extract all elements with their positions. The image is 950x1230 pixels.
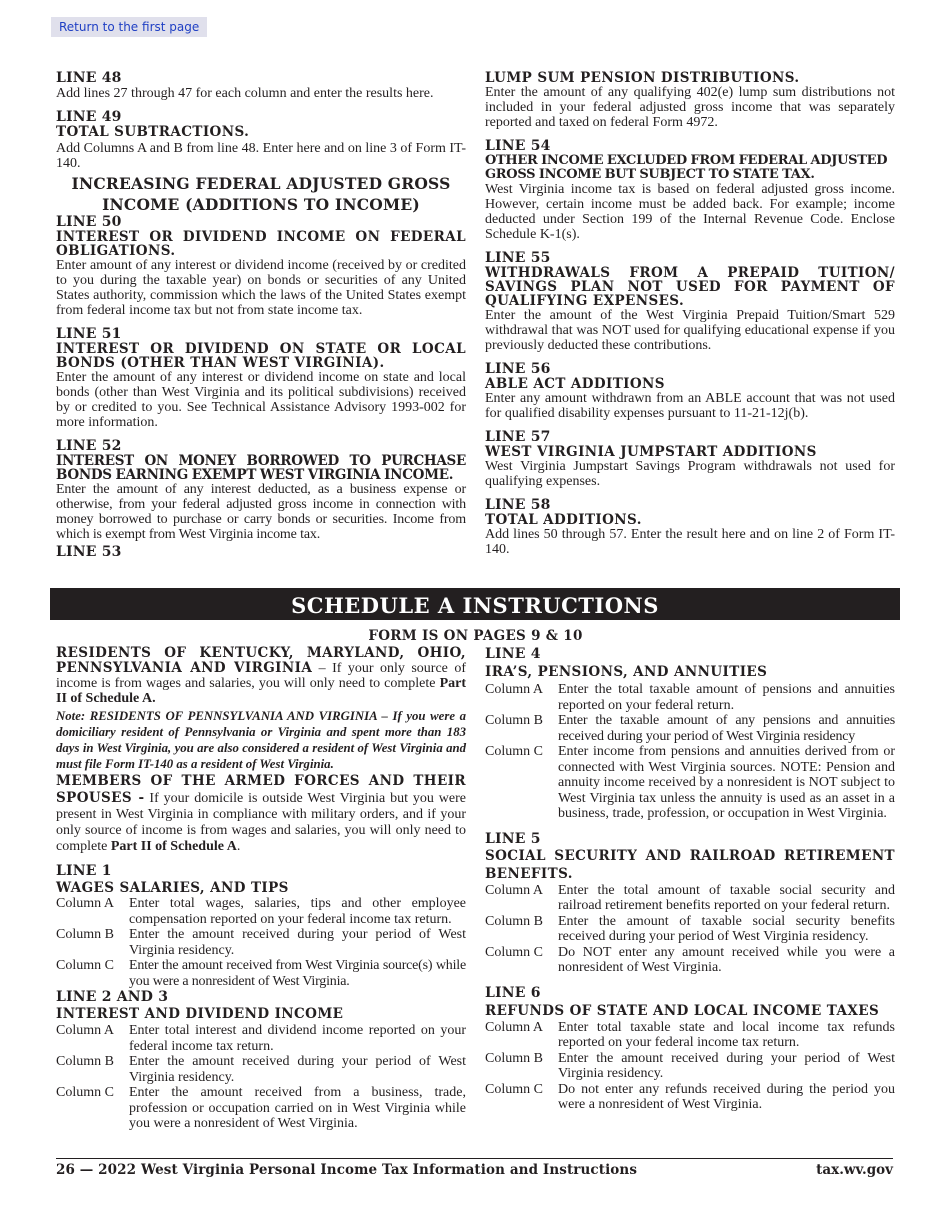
column-b-label: Column B <box>485 1050 543 1066</box>
armed-forces-lead: MEMBERS OF THE ARMED FORCES AND THEIR SPOUSES - <box>56 773 466 806</box>
line-48-heading: LINE 48 <box>56 70 122 86</box>
column-c-text: Enter the amount received from a business, trade, profession or occupation carried on in West Virginia while you were a nonresident of West Virginia. <box>129 1085 466 1131</box>
bottom-right-column <box>485 646 895 1122</box>
column-c-label: Column C <box>485 944 543 960</box>
column-a-text: Enter the total taxable amount of pensions and annuities reported on your federal return. <box>558 682 895 713</box>
line-51-title: INTEREST OR DIVIDEND ON STATE OR LOCAL BONDS (OTHER THAN WEST VIRGINIA). <box>56 341 466 371</box>
line-58-title: TOTAL ADDITIONS. <box>485 512 642 528</box>
line-2-3-section <box>56 989 466 1132</box>
additions-section-heading <box>56 173 466 215</box>
line-53-title: LUMP SUM PENSION DISTRIBUTIONS. <box>485 70 800 86</box>
line-6-heading: LINE 6 <box>485 984 541 1001</box>
line-57-heading: LINE 57 <box>485 429 551 445</box>
line-5-section <box>485 831 895 976</box>
line-1-title: WAGES SALARIES, AND TIPS <box>56 880 289 896</box>
column-b-text: Enter the amount received during your period of West Virginia residency. <box>558 1050 895 1081</box>
line-49-title: TOTAL SUBTRACTIONS. <box>56 124 250 140</box>
column-a-label: Column A <box>56 1023 114 1038</box>
line-54-title: OTHER INCOME EXCLUDED FROM FEDERAL ADJUSTED GROSS INCOME BUT SUBJECT TO STATE TAX. <box>485 153 888 182</box>
line-1-column-a <box>56 896 466 927</box>
line-50-title: INTEREST OR DIVIDEND INCOME ON FEDERAL OBLIGATIONS. <box>56 229 466 259</box>
line-50-heading: LINE 50 <box>56 214 122 230</box>
line-55-body: Enter the amount of the West Virginia Prepaid Tuition/Smart 529 withdrawal that was NOT used for qualifying educational expense if you previously deducted these contributions. <box>485 308 895 353</box>
line-4-heading: LINE 4 <box>485 646 541 662</box>
line-50-body: Enter amount of any interest or dividend income (received by or credited to you during the taxable year) on bonds or securities of any United States authority, commission which the laws of the United States exempt from federal income tax but not from state income tax. <box>56 258 466 318</box>
armed-forces-part-ref: Part II of Schedule A <box>110 839 237 854</box>
column-a-text: Enter total taxable state and local income tax refunds reported on your federal income tax return. <box>558 1019 895 1050</box>
line-58-body: Add lines 50 through 57. Enter the result here and on line 2 of Form IT-140. <box>485 527 895 557</box>
line-51-heading: LINE 51 <box>56 326 122 342</box>
column-c-text: Do NOT enter any amount received while you were a nonresident of West Virginia. <box>558 944 895 975</box>
line-54-body: West Virginia income tax is based on federal adjusted gross income. However, certain income must be added back. For example; income deducted under Section 199 of the Internal Revenue Code. Enclose Schedule K-1(s). <box>485 182 895 242</box>
additions-heading-line-2: INCOME (ADDITIONS TO INCOME) <box>102 195 420 214</box>
line-1-heading: LINE 1 <box>56 863 112 879</box>
line-5-heading: LINE 5 <box>485 830 541 847</box>
line-6-column-b <box>485 1051 895 1082</box>
column-c-text: Enter the amount received from West Virginia source(s) while you were a nonresident of West Virginia. <box>129 958 466 989</box>
line-48-section <box>56 71 466 101</box>
line-4-column-b <box>485 713 895 744</box>
line-6-section <box>485 985 895 1113</box>
armed-forces-text: If your domicile is outside West Virginia but you were present in West Virginia in compliance with military orders, and if your only source of income is from wages and salaries, you will only need to complete <box>56 791 467 854</box>
line-56-heading: LINE 56 <box>485 361 551 377</box>
line-52-title: INTEREST ON MONEY BORROWED TO PURCHASE BONDS EARNING EXEMPT WEST VIRGINIA INCOME. <box>56 453 466 483</box>
line-56-title: ABLE ACT ADDITIONS <box>485 376 665 392</box>
column-c-label: Column C <box>485 744 543 759</box>
residents-paragraph <box>56 646 466 706</box>
column-a-text: Enter total wages, salaries, tips and other employee compensation reported on your federal income tax return. <box>129 896 466 927</box>
armed-forces-end: . <box>236 839 241 854</box>
column-a-text: Enter the total amount of taxable social security and railroad retirement benefits reported on your federal return. <box>558 882 895 913</box>
line-2-3-column-a <box>56 1023 466 1054</box>
schedule-a-banner: SCHEDULE A INSTRUCTIONS <box>50 588 900 620</box>
column-b-label: Column B <box>485 713 543 728</box>
line-5-column-c <box>485 945 895 976</box>
line-4-column-c <box>485 744 895 822</box>
line-54-section <box>485 139 895 242</box>
column-b-text: Enter the amount of taxable social security benefits received during your period of West Virginia residency. <box>558 913 895 944</box>
column-b-label: Column B <box>56 927 114 942</box>
line-1-section <box>56 863 466 989</box>
line-2-3-title: INTEREST AND DIVIDEND INCOME <box>56 1006 344 1022</box>
line-54-heading: LINE 54 <box>485 138 551 154</box>
line-49-section <box>56 110 466 171</box>
residents-text: – If your only source of income is from wages and salaries, you will only need to complete <box>56 661 466 691</box>
column-a-label: Column A <box>485 682 543 697</box>
line-56-section <box>485 362 895 421</box>
line-2-3-column-b <box>56 1054 466 1085</box>
column-b-text: Enter the taxable amount of any pensions and annuities received during your period of West Virginia residency <box>558 713 895 744</box>
line-6-column-c <box>485 1082 895 1113</box>
line-55-heading: LINE 55 <box>485 250 551 266</box>
additions-heading-line-1: INCREASING FEDERAL ADJUSTED GROSS <box>71 174 451 193</box>
line-50-section <box>56 215 466 318</box>
column-c-text: Do not enter any refunds received during the period you were a nonresident of West Virginia. <box>558 1081 895 1112</box>
line-57-title: WEST VIRGINIA JUMPSTART ADDITIONS <box>485 444 817 460</box>
column-b-label: Column B <box>56 1054 114 1069</box>
footer-page-title: 26 — 2022 West Virginia Personal Income Tax Information and Instructions <box>56 1162 638 1178</box>
line-4-section <box>485 646 895 822</box>
line-4-title: IRA’S, PENSIONS, AND ANNUITIES <box>485 664 768 680</box>
line-52-heading: LINE 52 <box>56 438 122 454</box>
column-b-label: Column B <box>485 913 543 929</box>
residents-note: Note: RESIDENTS OF PENNSYLVANIA AND VIRGINIA – If you were a domiciliary resident of Pennsylvania or Virginia and spent more than 183 days in West Virginia, you are also considered a resident of West Virginia and must file Form IT-140 as a resident of West Virginia. <box>56 709 466 771</box>
line-58-section <box>485 498 895 557</box>
line-49-body: Add Columns A and B from line 48. Enter here and on line 3 of Form IT-140. <box>56 141 466 171</box>
bottom-left-column <box>56 646 466 1141</box>
line-53-heading: LINE 53 <box>56 544 122 560</box>
line-1-column-b <box>56 927 466 958</box>
line-2-3-column-c <box>56 1085 466 1132</box>
line-55-section <box>485 251 895 353</box>
armed-forces-paragraph <box>56 773 466 855</box>
column-c-label: Column C <box>56 958 114 973</box>
column-c-label: Column C <box>485 1081 543 1097</box>
line-5-title: SOCIAL SECURITY AND RAILROAD RETIREMENT BENEFITS. <box>485 847 895 882</box>
footer-website: tax.wv.gov <box>816 1162 893 1178</box>
line-58-heading: LINE 58 <box>485 497 551 513</box>
return-to-first-page-button[interactable]: Return to the first page <box>51 17 207 37</box>
line-57-section <box>485 430 895 489</box>
line-53-continued-section <box>485 71 895 130</box>
line-52-section <box>56 439 466 542</box>
line-6-column-a <box>485 1020 895 1051</box>
line-56-body: Enter any amount withdrawn from an ABLE account that was not used for qualified disability expenses pursuant to 11-21-12j(b). <box>485 391 895 421</box>
line-5-column-a <box>485 883 895 914</box>
top-left-column <box>56 71 466 560</box>
line-4-column-a <box>485 682 895 713</box>
line-49-heading: LINE 49 <box>56 109 122 125</box>
line-57-body: West Virginia Jumpstart Savings Program withdrawals not used for qualifying expenses. <box>485 459 895 489</box>
line-1-column-c <box>56 958 466 989</box>
column-a-label: Column A <box>56 896 114 911</box>
column-a-label: Column A <box>485 882 543 898</box>
top-right-column <box>485 71 895 566</box>
line-5-column-b <box>485 914 895 945</box>
line-52-body: Enter the amount of any interest deducted, as a business expense or otherwise, from your federal adjusted gross income in connection with money borrowed to purchase or carry bonds or securities. Income from which is exempt from West Virginia income tax. <box>56 482 466 542</box>
line-55-title: WITHDRAWALS FROM A PREPAID TUITION/ SAVINGS PLAN NOT USED FOR PAYMENT OF QUALIFYING EXPENSES. <box>485 265 895 309</box>
column-b-text: Enter the amount received during your period of West Virginia residency. <box>129 927 466 958</box>
line-51-section <box>56 327 466 430</box>
footer-rule <box>56 1158 893 1159</box>
line-6-title: REFUNDS OF STATE AND LOCAL INCOME TAXES <box>485 1002 880 1019</box>
line-2-3-heading: LINE 2 AND 3 <box>56 989 169 1005</box>
line-53-body: Enter the amount of any qualifying 402(e) lump sum distributions not included in your federal adjusted gross income that was separately reported and taxed on federal Form 4972. <box>485 85 895 130</box>
residents-lead: RESIDENTS OF KENTUCKY, MARYLAND, OHIO, PENNSYLVANIA AND VIRGINIA <box>56 645 466 676</box>
column-c-text: Enter income from pensions and annuities derived from or connected with West Virginia sources. NOTE: Pension and annuity income received by a nonresident is NOT subject to West Virginia tax unless the annuity is used as an asset in a business, trade, profession, or occupation in West Virginia. <box>558 744 895 821</box>
column-a-label: Column A <box>485 1019 543 1035</box>
line-51-body: Enter the amount of any interest or dividend income on state and local bonds (other than West Virginia and its political subdivisions) received by or credited to you. See Technical Assistance Advisory 1993-002 for more information. <box>56 370 466 430</box>
column-c-label: Column C <box>56 1085 114 1100</box>
line-48-body: Add lines 27 through 47 for each column and enter the results here. <box>56 86 434 101</box>
column-b-text: Enter the amount received during your period of West Virginia residency. <box>129 1054 466 1085</box>
form-pages-subheading: FORM IS ON PAGES 9 & 10 <box>368 628 583 644</box>
residents-part-ref: Part II of Schedule A. <box>56 676 466 706</box>
column-a-text: Enter total interest and dividend income reported on your federal income tax return. <box>129 1023 466 1054</box>
